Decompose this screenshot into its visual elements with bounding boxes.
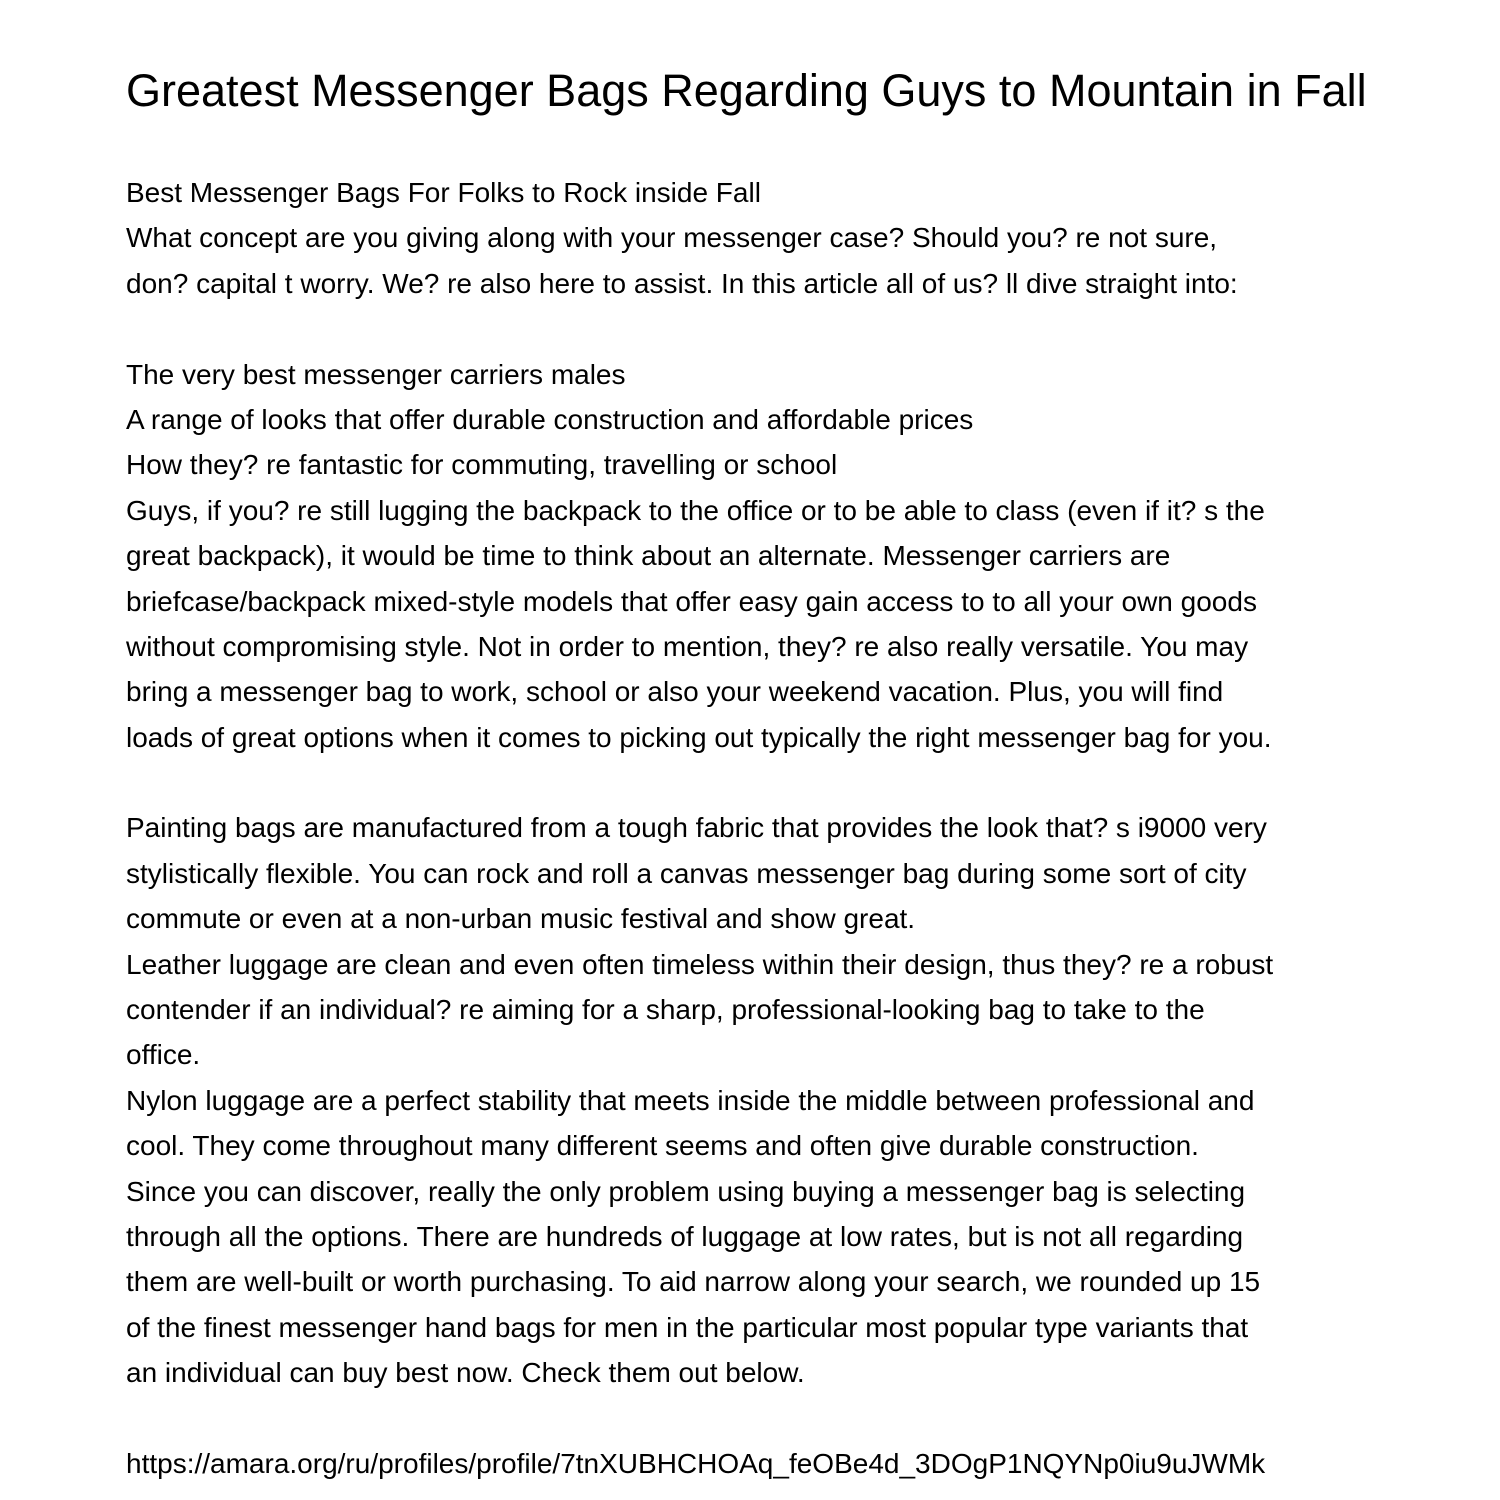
body-line: them are well-built or worth purchasing. To aid narrow along your search, we rounded up 15 [126, 1266, 1261, 1298]
body-line: Guys, if you? re still lugging the backpack to the office or to be able to class (even if it? s the [126, 494, 1265, 526]
body-line: Since you can discover, really the only problem using buying a messenger bag is selecting [126, 1175, 1246, 1207]
document-page [126, 65, 1376, 1486]
list-item: How they? re fantastic for commuting, travelling or school [126, 449, 838, 481]
paragraph-gap [126, 306, 1376, 351]
body-line: don? capital t worry. We? re also here to assist. In this article all of us? ll dive straight into: [126, 267, 1238, 299]
body-line: cool. They come throughout many different seems and often give durable construction. [126, 1130, 1199, 1162]
list-item: A range of looks that offer durable construction and affordable prices [126, 403, 974, 435]
body-line: stylistically flexible. You can rock and roll a canvas messenger bag during some sort of city [126, 857, 1247, 889]
profile-link[interactable]: https://amara.org/ru/profiles/profile/7tnXUBHCHOAq_feOBe4d_3DOgP1NQYNp0iu9uJWMk [126, 1447, 1266, 1479]
body-line: loads of great options when it comes to picking out typically the right messenger bag for you. [126, 721, 1272, 753]
body-line: Leather luggage are clean and even often timeless within their design, thus they? re a robust [126, 948, 1274, 980]
list-item: The very best messenger carriers males [126, 358, 626, 390]
body-line: office. [126, 1039, 201, 1071]
body-line: of the finest messenger hand bags for men in the particular most popular type variants that [126, 1311, 1249, 1343]
body-line: an individual can buy best now. Check them out below. [126, 1357, 805, 1389]
body-line: through all the options. There are hundreds of luggage at low rates, but is not all regarding [126, 1220, 1244, 1252]
body-line: Nylon luggage are a perfect stability that meets inside the middle between professional and [126, 1084, 1255, 1116]
body-line: commute or even at a non-urban music festival and show great. [126, 903, 916, 935]
paragraph-gap [126, 1396, 1376, 1441]
body-line: bring a messenger bag to work, school or also your weekend vacation. Plus, you will find [126, 676, 1224, 708]
body-line: Best Messenger Bags For Folks to Rock inside Fall [126, 177, 761, 208]
body-line: What concept are you giving along with your messenger case? Should you? re not sure, [126, 222, 1218, 254]
document-body [126, 170, 1376, 1486]
document-title: Greatest Messenger Bags Regarding Guys to Mountain in Fall [126, 65, 1367, 116]
paragraph-gap [126, 760, 1376, 805]
body-line: Painting bags are manufactured from a tough fabric that provides the look that? s i9000 very [126, 812, 1267, 844]
body-line: briefcase/backpack mixed-style models that offer easy gain access to to all your own goods [126, 585, 1257, 617]
body-line: without compromising style. Not in order to mention, they? re also really versatile. You may [126, 630, 1249, 662]
body-line: great backpack), it would be time to think about an alternate. Messenger carriers are [126, 540, 1171, 572]
body-line: contender if an individual? re aiming for a sharp, professional-looking bag to take to the [126, 994, 1205, 1026]
